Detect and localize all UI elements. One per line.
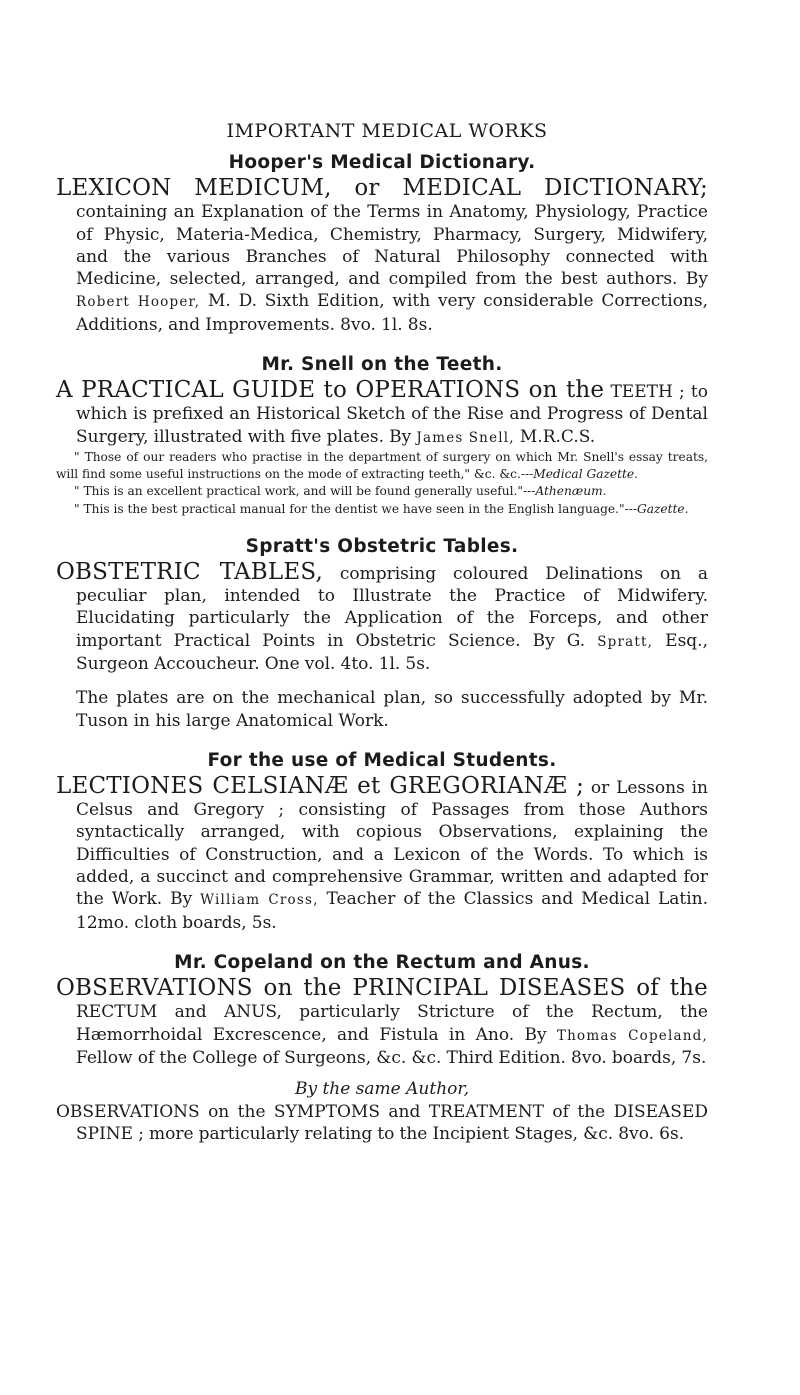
entry-description: containing an Explanation of the Terms in Anatomy, Physiology, Practice of Physic, Materia-Medica, Chemistry, Pharmacy, Surgery, Midwifery, and the various Branches of Natural Philosophy connected with Medicine, selected, arranged, and compiled from the best authors. By [76,202,708,290]
entry-body [56,558,708,675]
entry-description: comprising coloured Delinations on a peculiar plan, intended to Illustrate the Practice of Midwifery. Elucidating particularly the Application of the Forceps, and other important Practical Points in Obstetric Science. By G. [76,563,708,651]
entry-heading: Mr. Copeland on the Rectum and Anus. [174,951,590,973]
review-text: " This is the best practical manual for the dentist we have seen in the English language."--- [74,501,637,516]
running-head: IMPORTANT MEDICAL WORKS [226,120,548,142]
review-text: " Those of our readers who practise in the department of surgery on which Mr. Snell's essay treats, will find some useful instructions on the mode of extracting teeth," &c. &c.--- [56,449,708,482]
entry-details: Fellow of the College of Surgeons, &c. &c. Third Edition. 8vo. boards, 7s. [76,1047,707,1068]
entry-spratt [56,536,708,732]
entry-body [56,379,708,449]
entry-hooper [56,152,708,336]
entry-description: or Lessons in Celsus and Gregory ; consisting of Passages from those Authors syntactically arranged, with copious Observations, explaining the Difficulties of Construction, and a Lexicon of the Words. To which is added, a succinct and comprehensive Grammar, written and adapted for the Work. By [76,777,708,910]
entry-copeland [56,952,708,1146]
entry-details: Esq., Surgeon Accoucheur. One vol. 4to. 1l. 5s. [76,630,708,674]
entry-body [56,772,708,934]
entry-description: TEETH ; to which is prefixed an Historical Sketch of the Rise and Progress of Dental Surgery, illustrated with five plates. By [76,382,708,447]
entry-title: A PRACTICAL GUIDE to OPERATIONS on the [56,377,605,404]
entry-author: James Snell, [416,429,515,446]
entry-second-title: OBSERVATIONS on the SYMPTOMS and TREATMENT of the DISEASED SPINE ; more particularly relating to the Incipient Stages, &c. 8vo. 6s. [56,1102,708,1145]
entry-body [56,177,708,336]
review-source: Gazette. [636,501,689,516]
entry-title: OBSTETRIC TABLES, [56,558,324,585]
review-text: " This is an excellent practical work, and will be found generally useful."--- [74,484,536,499]
entry-author: Thomas Copeland, [556,1027,708,1044]
entry-heading: Mr. Snell on the Teeth. [261,354,503,376]
entry-author: William Cross, [200,892,319,909]
entry-author: Spratt, [597,633,654,650]
entry-heading: Spratt's Obstetric Tables. [245,535,519,557]
entry-details: Teacher of the Classics and Medical Latin. 12mo. cloth boards, 5s. [76,889,708,933]
review-quote [56,501,708,518]
entry-title: LECTIONES CELSIANÆ et GREGORIANÆ ; [56,772,585,799]
entry-snell [56,354,708,518]
entry-body [56,974,708,1069]
entry-title: LEXICON MEDICUM, or MEDICAL DICTIONARY; [56,175,708,201]
entry-details: M. D. Sixth Edition, with very considerable Corrections, Additions, and Improvements. 8vo. 1l. 8s. [76,291,709,335]
entry-description: RECTUM and ANUS, particularly Stricture of the Rectum, the Hæmorrhoidal Excrescence, and Fistula in Ano. By [76,1002,708,1045]
entry-note: The plates are on the mechanical plan, so successfully adopted by Mr. Tuson in his large Anatomical Work. [76,688,708,731]
review-source: Medical Gazette. [533,467,638,482]
by-same-author: By the same Author, [294,1079,470,1100]
entry-heading: Hooper's Medical Dictionary. [228,152,536,173]
entry-details: M.R.C.S. [514,426,596,447]
entry-cross [56,750,708,934]
review-quote [56,449,708,483]
review-source: Athenæum. [535,484,607,499]
review-quote [56,483,708,500]
entry-author: Robert Hooper, [76,294,201,311]
entry-heading: For the use of Medical Students. [207,749,557,771]
entry-title: OBSERVATIONS on the PRINCIPAL DISEASES of the [56,974,708,1001]
